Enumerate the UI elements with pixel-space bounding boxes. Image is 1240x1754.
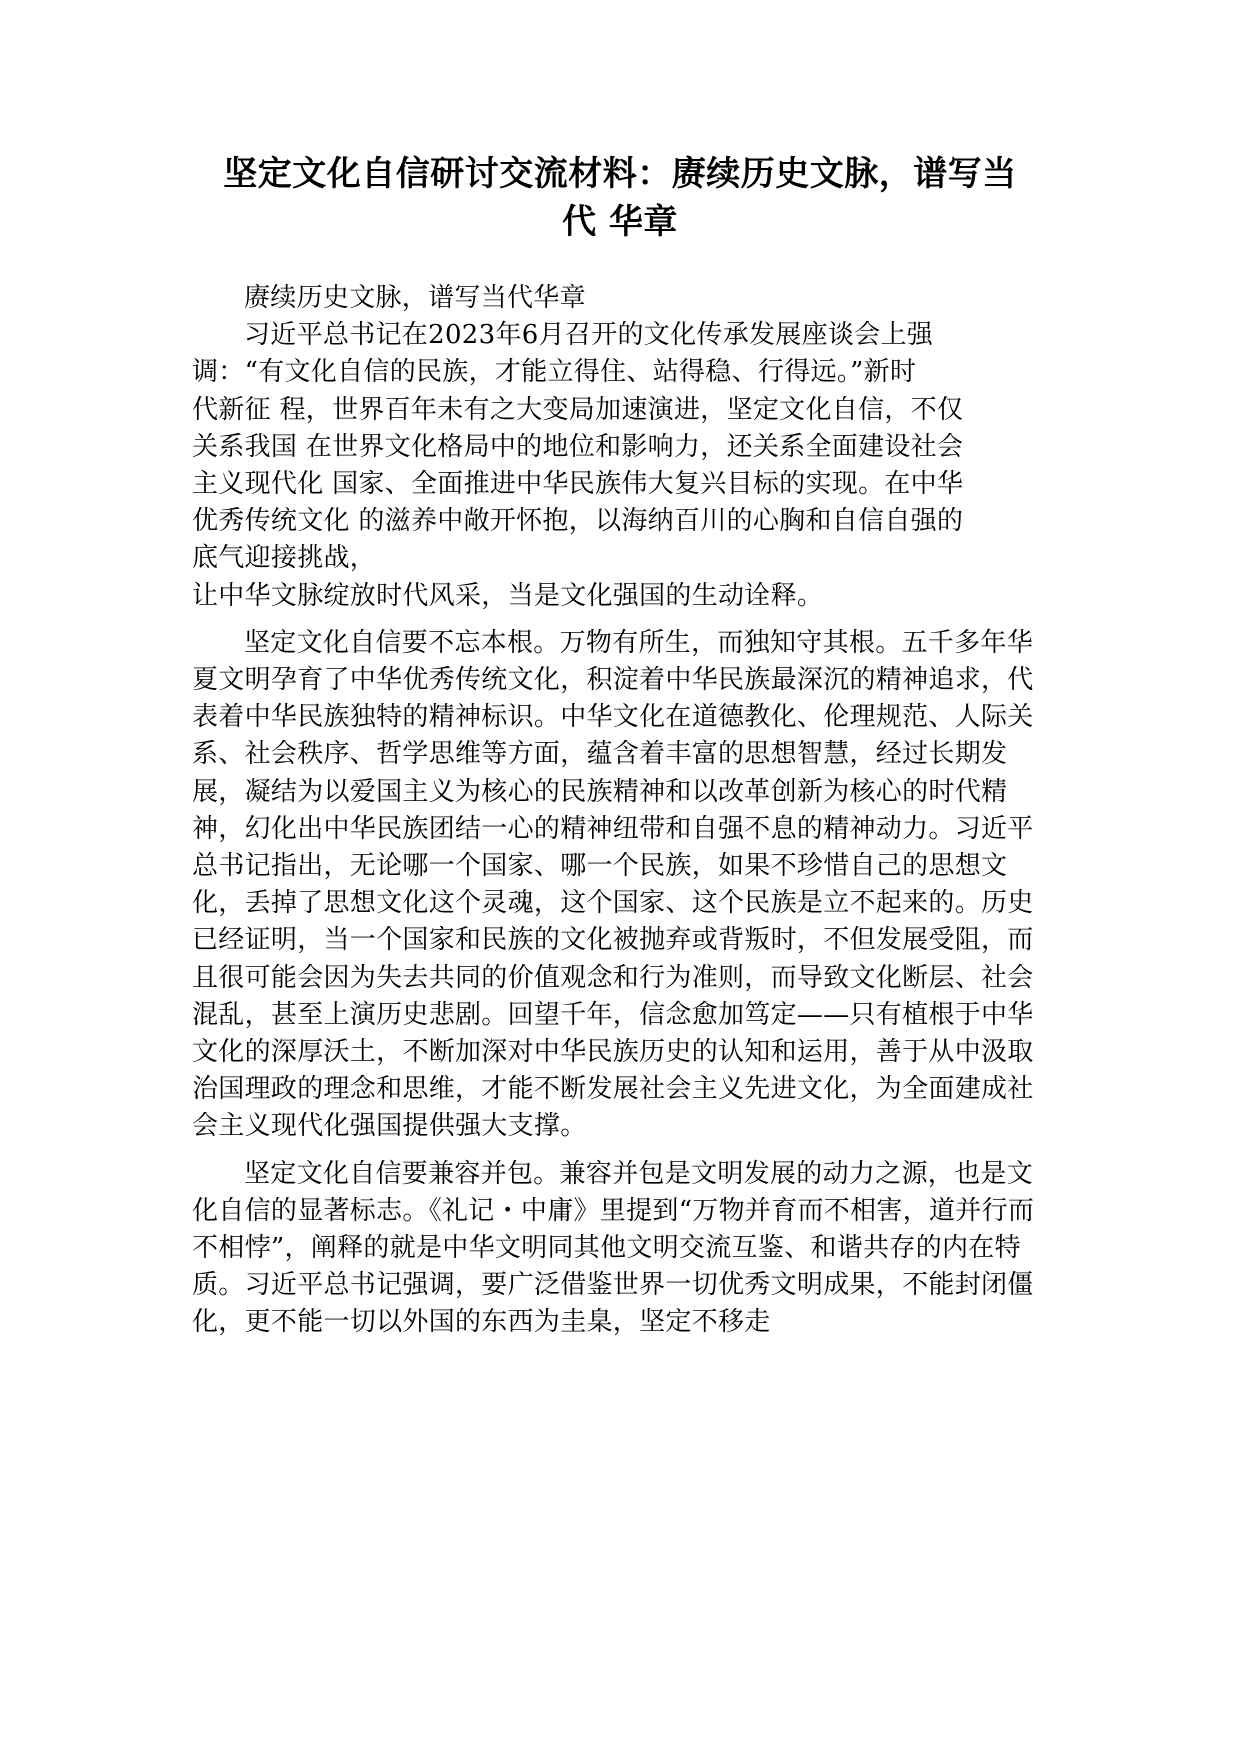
intro-line: 调：“有文化自信的民族，才能立得住、站得稳、行得远。”新时 <box>192 357 917 388</box>
document-title <box>200 150 1040 246</box>
intro-line: 关系我国 在世界文化格局中的地位和影响力，还关系全面建设社会 <box>192 431 964 462</box>
intro-line: 底气迎接挑战， <box>192 543 377 574</box>
subtitle-paragraph: 赓续历史文脉，谱写当代华章 <box>244 283 586 313</box>
intro-tail-paragraph: 让中华文脉绽放时代风采，当是文化强国的生动诠释。 <box>192 580 824 611</box>
body-paragraph-inclusiveness: 坚定文化自信要兼容并包。兼容并包是文明发展的动力之源，也是文化自信的显著标志。《礼记・中庸》里提到“万物并育而不相害，道并行而不相悖”，阐释的就是中华文明同其他文明交流互鉴、和谐共存的内在特质。习近平总书记强调，要广泛借鉴世界一切优秀文明成果，不能封闭僵化，更不能一切以外国的东西为圭臬，坚定不移走 <box>192 1158 1035 1338</box>
body-paragraph-roots: 坚定文化自信要不忘本根。万物有所生，而独知守其根。五千多年华夏文明孕育了中华优秀传统文化，积淀着中华民族最深沉的精神追求，代表着中华民族独特的精神标识。中华文化在道德教化、伦理规范、人际关系、社会秩序、哲学思维等方面，蕴含着丰富的思想智慧，经过长期发展，凝结为以爱国主义为核心的民族精神和以改革创新为核心的时代精神，幻化出中华民族团结一心的精神纽带和自强不息的精神动力。习近平总书记指出，无论哪一个国家、哪一个民族，如果不珍惜自己的思想文化，丢掉了思想文化这个灵魂，这个国家、这个民族是立不起来的。历史已经证明，当一个国家和民族的文化被抛弃或背叛时，不但发展受阻，而且很可能会因为失去共同的价值观念和行为准则，而导致文化断层、社会混乱，甚至上演历史悲剧。回望千年，信念愈加笃定——只有植根于中华文化的深厚沃土，不断加深对中华民族历史的认知和运用，善于从中汲取治国理政的理念和思维，才能不断发展社会主义先进文化，为全面建成社会主义现代化强国提供强大支撑。 <box>192 627 1034 1142</box>
intro-line: 优秀传统文化 的滋养中敞开怀抱，以海纳百川的心胸和自信自强的 <box>192 506 964 537</box>
document-body <box>192 280 1052 1342</box>
intro-line: 代新征 程，世界百年未有之大变局加速演进，坚定文化自信，不仅 <box>192 394 964 425</box>
intro-line: 习近平总书记在2023年6月召开的文化传承发展座谈会上强 <box>244 320 934 351</box>
title-line-2: 代 华章 <box>562 202 678 242</box>
title-line-1: 坚定文化自信研讨交流材料：赓续历史文脉，谱写当 <box>223 154 1017 194</box>
intro-line: 主义现代化 国家、全面推进中华民族伟大复兴目标的实现。在中华 <box>192 469 964 500</box>
intro-paragraph <box>192 317 1052 577</box>
